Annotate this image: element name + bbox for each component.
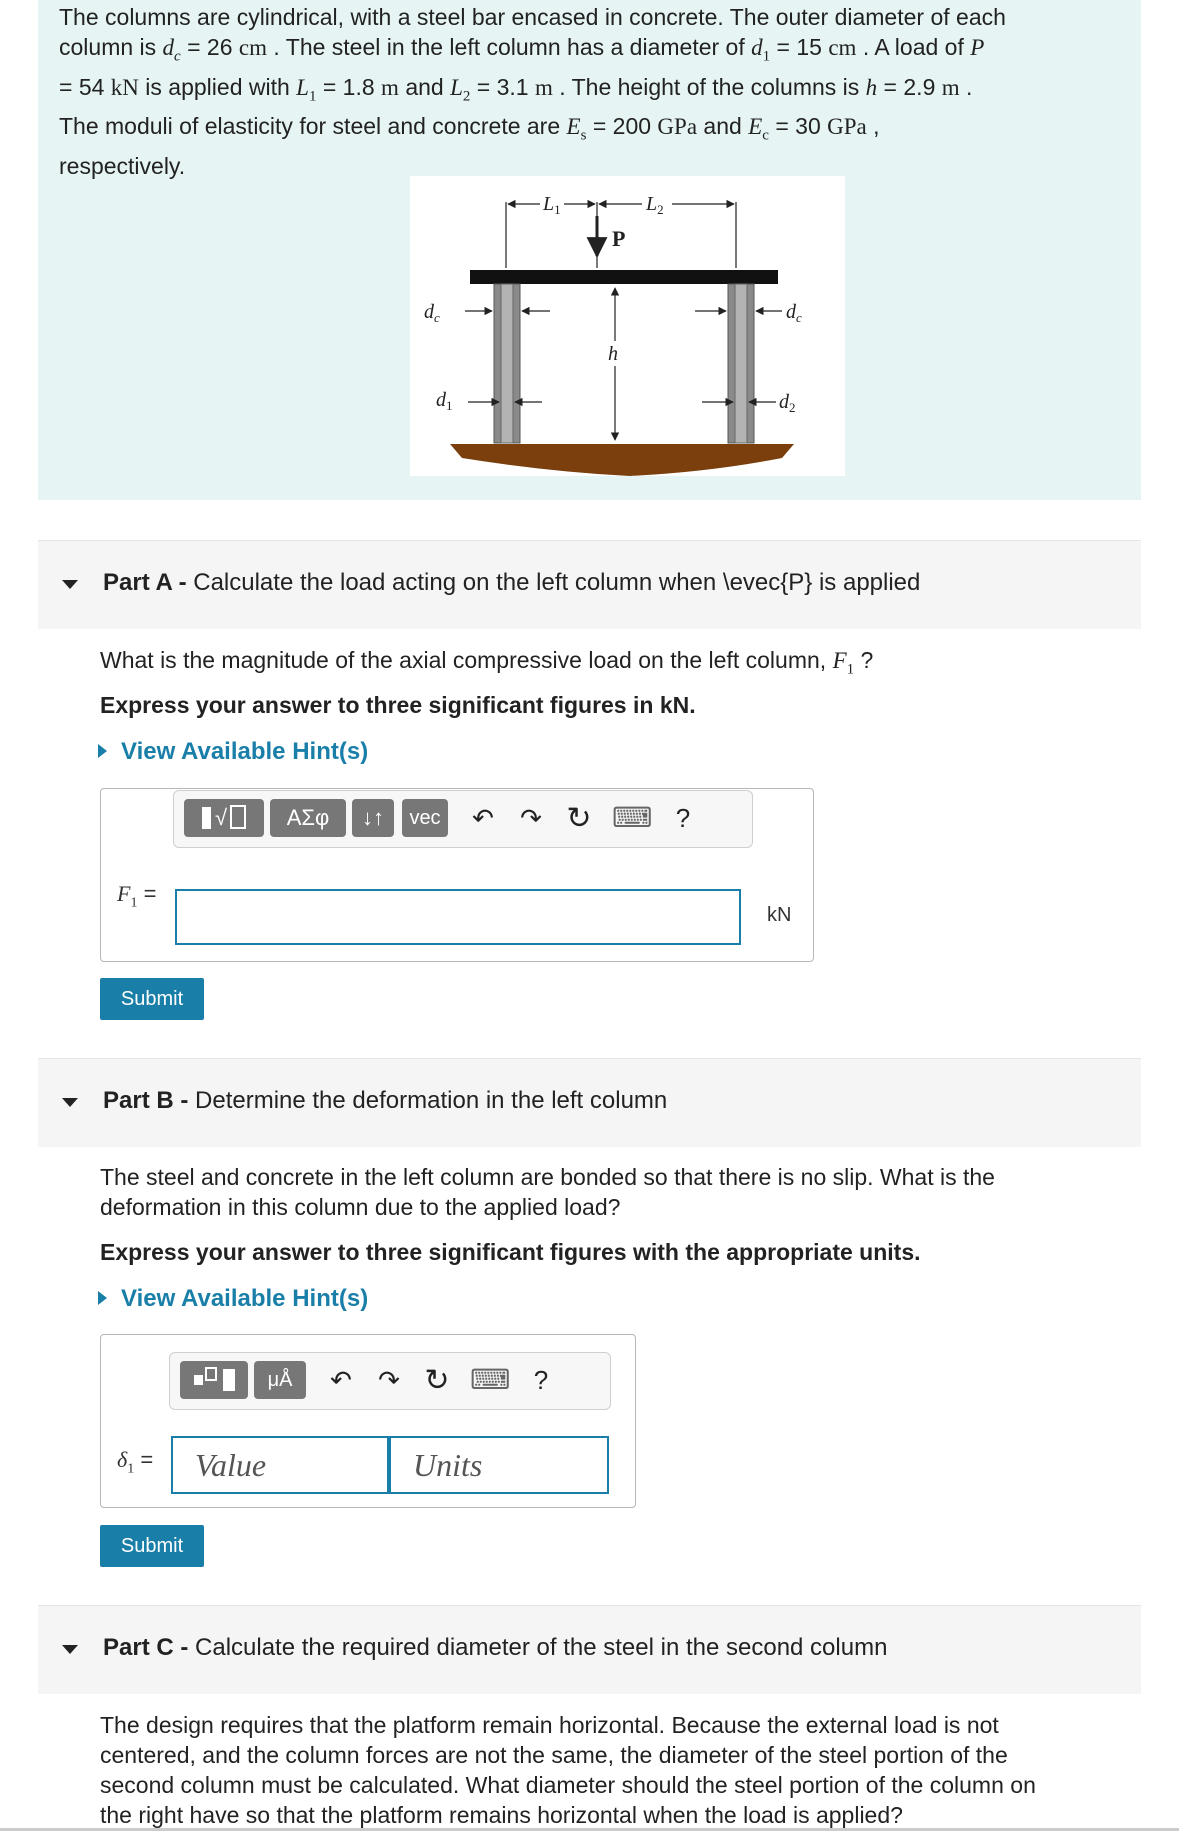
sub-superscript-button[interactable]: ↓↑ (352, 799, 394, 837)
intro-line-3: = 54 kN is applied with $L_1 = 1.8$ m and $L_2 = 3.1$ m . The height of the columns is h = 2.9 m . (59, 73, 973, 105)
problem-statement-text (59, 5, 1134, 181)
rigid-platform (470, 270, 778, 284)
redo-icon[interactable]: ↷ (378, 1365, 400, 1395)
part-b-hint-link[interactable]: View Available Hint(s) (98, 1285, 368, 1313)
d2-label: $d_2$ (779, 391, 796, 415)
part-c-question: The design requires that the platform remain horizontal. Because the external load is not centered, and the column forces are not the same, the diameter of the steel portion of the second column must be calculated. What diameter should the steel portion of the column on the right have so that the platform remains horizontal when the load is applied? (100, 1712, 1036, 1828)
part-b-instruction: Express your answer to three significant figures with the appropriate units. (100, 1239, 921, 1265)
reset-icon[interactable]: ↻ (566, 802, 592, 835)
templates-button[interactable]: √ (184, 799, 264, 837)
load-P-label: P (612, 226, 626, 251)
part-c-title: Part C - Calculate the required diameter of the steel in the second column (103, 1634, 888, 1661)
undo-icon[interactable]: ↶ (472, 803, 494, 833)
greek-letters-button[interactable]: ΑΣφ (270, 799, 346, 837)
template-bar-icon (223, 1369, 235, 1391)
part-a-header[interactable] (38, 540, 1141, 629)
collapse-triangle-icon[interactable] (62, 580, 78, 589)
part-b-answer-box (100, 1334, 636, 1508)
templates-button[interactable] (180, 1361, 248, 1399)
help-icon[interactable]: ? (675, 803, 691, 833)
dc-right-label: $d_c$ (786, 301, 802, 325)
d1-label: $d_1$ (436, 389, 453, 413)
L1-label: $L_1$ (543, 193, 561, 217)
units-button[interactable]: μÅ (254, 1361, 306, 1399)
undo-icon[interactable]: ↶ (330, 1365, 352, 1395)
composite-columns-figure (410, 176, 845, 476)
reset-icon[interactable]: ↻ (424, 1364, 450, 1397)
collapse-triangle-icon[interactable] (62, 1645, 78, 1654)
part-a-math-toolbar (173, 790, 753, 848)
template-block-icon (202, 807, 211, 829)
part-b-math-toolbar (169, 1352, 611, 1410)
expand-arrow-icon (98, 744, 107, 758)
template-box-icon (205, 1367, 217, 1381)
L2-label: $L_2$ (646, 193, 664, 217)
intro-line-5: respectively. (59, 152, 186, 179)
expand-arrow-icon (98, 1291, 107, 1305)
ground (450, 444, 794, 476)
part-a-hint-link[interactable]: View Available Hint(s) (98, 738, 368, 766)
part-a-answer-box (100, 788, 814, 962)
h-label: h (608, 343, 618, 365)
part-a-unit-label: kN (767, 904, 792, 926)
figure-svg (410, 176, 845, 476)
collapse-triangle-icon[interactable] (62, 1098, 78, 1107)
left-column-steel (501, 284, 513, 443)
part-b-units-input[interactable]: Units (389, 1436, 609, 1494)
part-b-value-input[interactable]: Value (171, 1436, 389, 1494)
intro-line-2: column is $d_c = 26$ cm . The steel in the left column has a diameter of $d_1 = 15$ cm . A load of P (59, 34, 985, 65)
template-box-icon (230, 805, 246, 829)
part-b-question: The steel and concrete in the left column are bonded so that there is no slip. What is the deformation in this column due to the applied load? (100, 1164, 995, 1220)
keyboard-icon[interactable]: ⌨ (612, 802, 653, 833)
intro-line-1: The columns are cylindrical, with a steel bar encased in concrete. The outer diameter of each (59, 4, 1006, 30)
template-block-icon (194, 1375, 203, 1385)
part-c-header[interactable] (38, 1605, 1141, 1694)
right-column-steel (735, 284, 747, 443)
vector-button[interactable]: vec (402, 799, 448, 837)
part-b-submit-button[interactable]: Submit (100, 1525, 204, 1567)
part-b-header[interactable] (38, 1058, 1141, 1147)
help-icon[interactable]: ? (533, 1365, 549, 1395)
problem-statement-panel (38, 0, 1141, 500)
part-b-variable-label: $\delta_1$ = (117, 1447, 154, 1477)
part-a-variable-label: $F_1$ = (117, 881, 157, 911)
redo-icon[interactable]: ↷ (520, 803, 542, 833)
part-a-answer-input[interactable] (175, 889, 741, 945)
part-a-title: Part A - Calculate the load acting on the left column when \evec{P} is applied (103, 569, 921, 596)
intro-line-4: The moduli of elasticity for steel and concrete are $E_s = 200$ GPa and $E_c = 30$ GPa , (59, 113, 880, 144)
part-a-submit-button[interactable]: Submit (100, 978, 204, 1020)
part-b-title: Part B - Determine the deformation in the left column (103, 1087, 668, 1114)
dc-left-label: $d_c$ (424, 301, 440, 325)
part-a-instruction: Express your answer to three significant figures in kN. (100, 692, 696, 718)
part-a-question: What is the magnitude of the axial compressive load on the left column, $F_1$ ? (100, 647, 874, 678)
keyboard-icon[interactable]: ⌨ (470, 1364, 511, 1395)
